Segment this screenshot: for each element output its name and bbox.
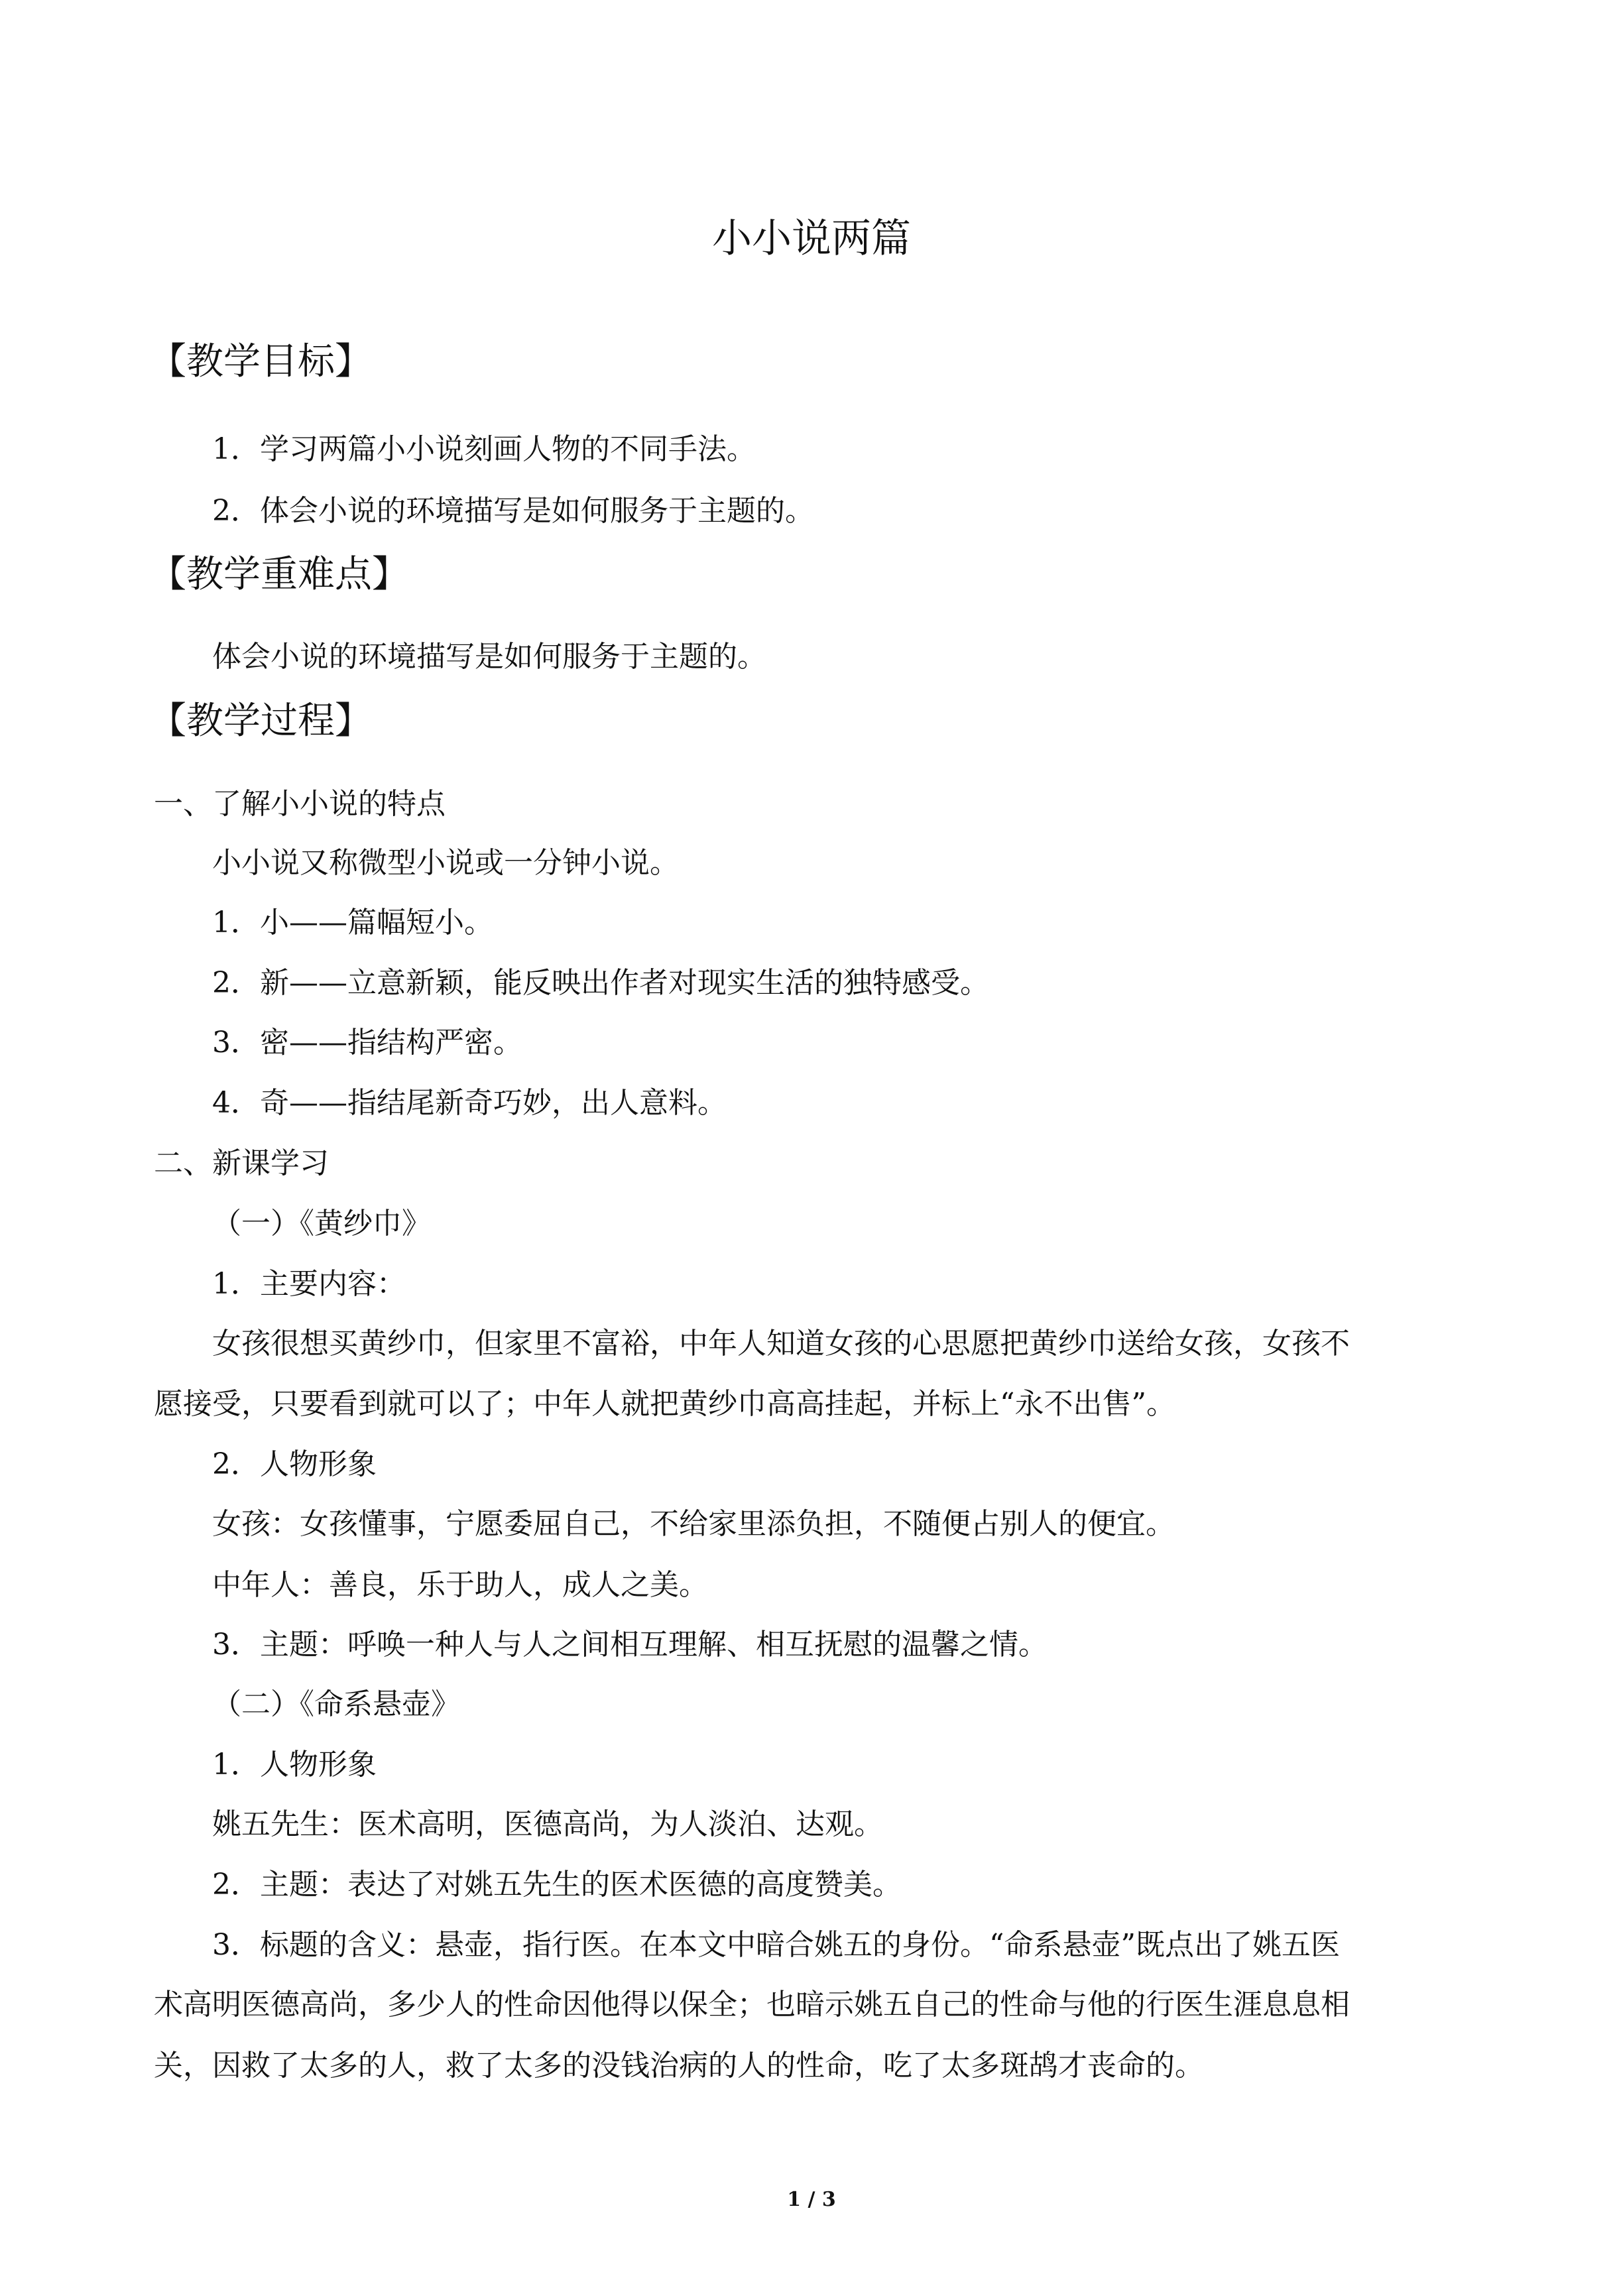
story1-theme: 3．主题：呼唤一种人与人之间相互理解、相互抚慰的温馨之情。: [212, 1628, 1048, 1662]
story2-title-meaning: 术高明医德高尚，多少人的性命因他得以保全；也暗示姚五自己的性命与他的行医生涯息息相: [154, 1988, 1350, 2022]
story2-title-meaning: 关，因救了太多的人，救了太多的没钱治病的人的性命，吃了太多斑鸪才丧命的。: [154, 2049, 1204, 2083]
story2-character-yao: 姚五先生：医术高明，医德高尚，为人淡泊、达观。: [212, 1807, 883, 1841]
page-number: 1 / 3: [787, 2188, 836, 2211]
story1-content-text: 女孩很想买黄纱巾，但家里不富裕，中年人知道女孩的心思愿把黄纱巾送给女孩，女孩不: [212, 1327, 1350, 1360]
story2-title-meaning: 3．标题的含义：悬壶，指行医。在本文中暗合姚五的身份。“命系悬壶”既点出了姚五医: [212, 1928, 1340, 1962]
story1-content-text: 愿接受，只要看到就可以了；中年人就把黄纱巾高高挂起，并标上“永不出售”。: [154, 1387, 1175, 1421]
objective-item: 1．学习两篇小小说刻画人物的不同手法。: [212, 432, 756, 466]
story2-theme: 2．主题：表达了对姚五先生的医术医德的高度赞美。: [212, 1868, 902, 1902]
story1-content-label: 1．主要内容：: [212, 1267, 406, 1301]
objective-item: 2．体会小说的环境描写是如何服务于主题的。: [212, 494, 814, 528]
key-points-heading: 【教学重难点】: [149, 553, 409, 596]
part1-heading: 一、了解小小说的特点: [154, 787, 446, 821]
story1-heading: （一）《黄纱巾》: [212, 1207, 431, 1240]
part1-intro: 小小说又称微型小说或一分钟小说。: [212, 846, 679, 880]
part2-heading: 二、新课学习: [154, 1146, 329, 1180]
story2-character-label: 1．人物形象: [212, 1748, 377, 1782]
part1-item: 1．小——篇幅短小。: [212, 906, 493, 939]
story1-character-man: 中年人：善良，乐于助人，成人之美。: [212, 1568, 708, 1602]
process-heading: 【教学过程】: [149, 699, 372, 743]
story2-heading: （二）《命系悬壶》: [212, 1687, 460, 1721]
part1-item: 2．新——立意新颖，能反映出作者对现实生活的独特感受。: [212, 966, 989, 1000]
story1-character-girl: 女孩：女孩懂事，宁愿委屈自己，不给家里添负担，不随便占别人的便宜。: [212, 1507, 1175, 1541]
document-title: 小小说两篇: [712, 215, 911, 262]
part1-item: 4．奇——指结尾新奇巧妙，出人意料。: [212, 1086, 727, 1120]
story1-character-label: 2．人物形象: [212, 1447, 377, 1481]
part1-item: 3．密——指结构严密。: [212, 1026, 522, 1059]
key-points-text: 体会小说的环境描写是如何服务于主题的。: [212, 640, 766, 674]
objectives-heading: 【教学目标】: [149, 340, 372, 383]
